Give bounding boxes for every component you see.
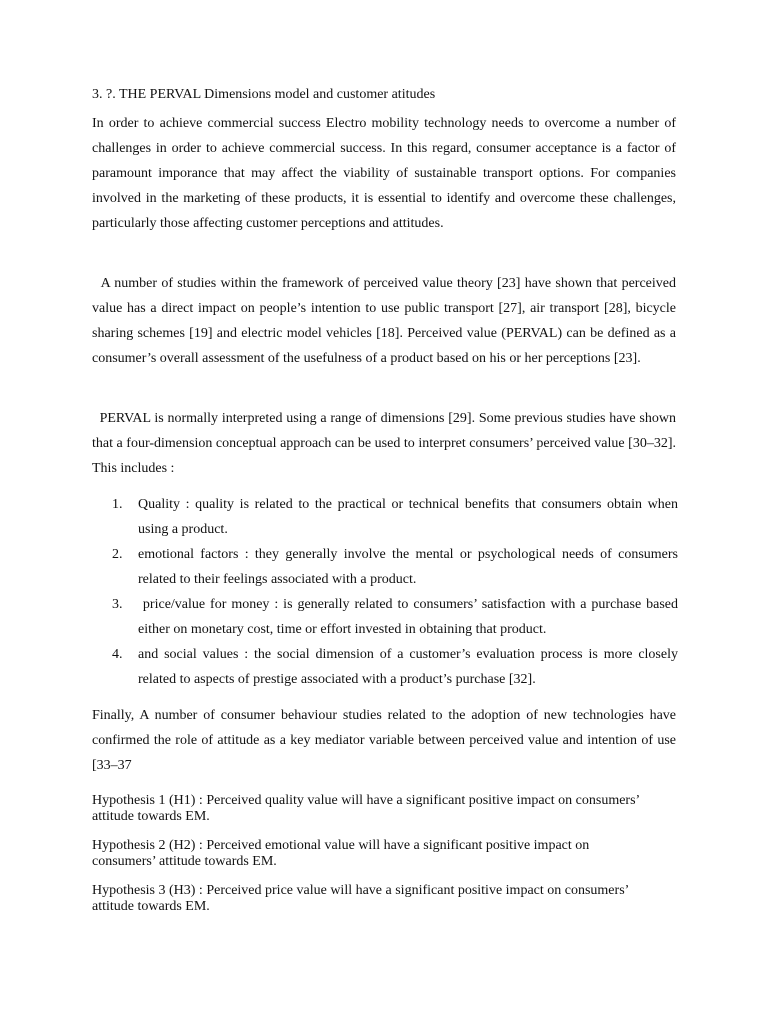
list-item-text: price/value for money : is generally related to consumers’ satisfaction with a purchase based either on monetary cost, time or effort invested in obtaining that product. bbox=[138, 597, 678, 637]
list-item-number: 1. bbox=[112, 497, 123, 512]
list-item-text: Quality : quality is related to the practical or technical benefits that consumers obtain when using a product. bbox=[138, 497, 678, 537]
list-item-number: 4. bbox=[112, 647, 123, 662]
list-item-number: 2. bbox=[112, 547, 123, 562]
paragraph-challenges: In order to achieve commercial success Electro mobility technology needs to overcome a number of challenges in order to achieve commercial success. In this regard, consumer acceptance is a factor of paramount imporance that may affect the viability of sustainable transport options. For companies involved in the marketing of these products, it is essential to identify and overcome these challenges, particularly those affecting customer perceptions and attitudes. bbox=[92, 116, 676, 231]
list-item-text: and social values : the social dimension of a customer’s evaluation process is more closely related to aspects of prestige associated with a product’s purchase [32]. bbox=[138, 647, 678, 687]
paragraph-attitude-mediator: Finally, A number of consumer behaviour studies related to the adoption of new technologies have confirmed the role of attitude as a key mediator variable between perceived value and intention of use [33–37 bbox=[92, 708, 676, 773]
hypothesis-2: Hypothesis 2 (H2) : Perceived emotional value will have a significant positive impact on consumers’ attitude towards EM. bbox=[92, 838, 590, 869]
list-item bbox=[112, 542, 678, 592]
hypothesis-3: Hypothesis 3 (H3) : Perceived price value will have a significant positive impact on consumers’ attitude towards EM. bbox=[92, 883, 629, 914]
paragraph-perceived-value: A number of studies within the framework of perceived value theory [23] have shown that perceived value has a direct impact on people’s intention to use public transport [27], air transport [28], bicycle sharing schemes [19] and electric model vehicles [18]. Perceived value (PERVAL) can be defined as a consumer’s overall assessment of the usefulness of a product based on his or her perceptions [23]. bbox=[92, 276, 676, 366]
list-item bbox=[112, 492, 678, 542]
list-item-text: emotional factors : they generally involve the mental or psychological needs of consumers related to their feelings associated with a product. bbox=[138, 547, 678, 587]
paragraph-perval-dimensions: PERVAL is normally interpreted using a range of dimensions [29]. Some previous studies have shown that a four-dimension conceptual approach can be used to interpret consumers’ perceived value [30–32]. This includes : bbox=[92, 411, 676, 476]
list-item bbox=[112, 642, 678, 692]
list-item bbox=[112, 592, 678, 642]
dimension-list bbox=[112, 492, 678, 692]
hypothesis-1: Hypothesis 1 (H1) : Perceived quality value will have a significant positive impact on consumers’ attitude towards EM. bbox=[92, 793, 640, 824]
section-heading: 3. ?. THE PERVAL Dimensions model and customer atitudes bbox=[92, 87, 436, 102]
list-item-number: 3. bbox=[112, 597, 123, 612]
